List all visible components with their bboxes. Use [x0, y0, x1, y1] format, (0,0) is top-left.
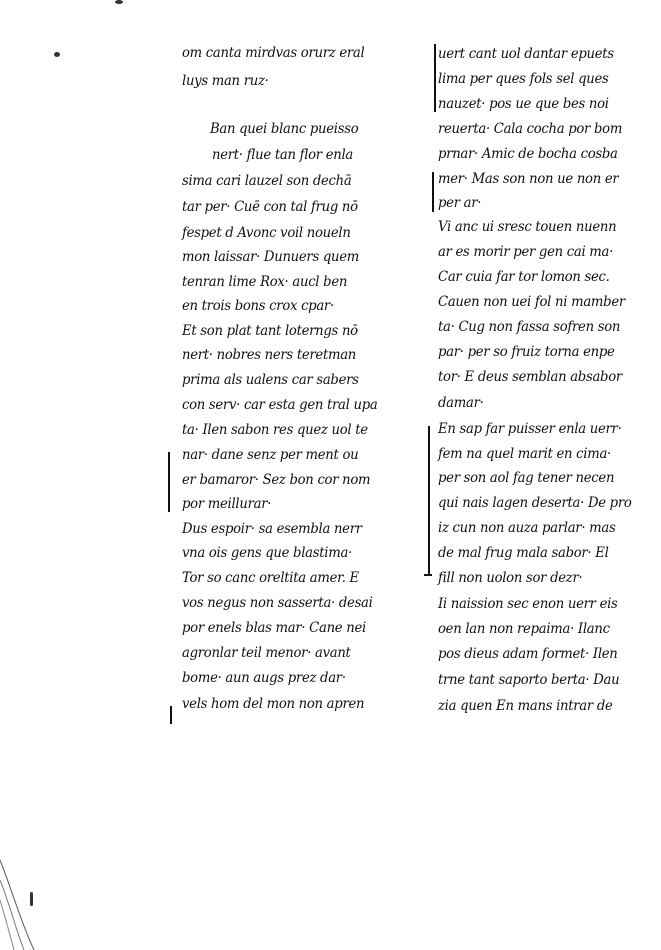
right-line: pos dieus adam formet· Ilen: [438, 646, 618, 662]
left-line: prima als ualens car sabers: [182, 372, 359, 388]
right-line: reuerta· Cala cocha por bom: [438, 121, 623, 137]
right-line: Car cuia far tor lomon sec.: [438, 269, 610, 285]
right-line: Ii naission sec enon uerr eis: [438, 596, 618, 612]
left-line: ta· Ilen sabon res quez uol te: [182, 422, 368, 438]
right-line: Vi anc ui sresc touen nuenn: [438, 219, 617, 235]
right-line: mer· Mas son non ue non er: [438, 171, 619, 187]
left-line: mon laissar· Dunuers quem: [182, 249, 360, 265]
left-line: vna ois gens que blastima·: [182, 545, 352, 561]
left-line: bome· aun augs prez dar·: [182, 670, 346, 686]
left-line: tenran lime Rox· aucl ben: [182, 274, 348, 290]
left-line: nert· nobres ners teretman: [182, 347, 357, 363]
left-line: en trois bons crox cpar·: [182, 298, 334, 314]
margin-bracket-mark: [434, 44, 436, 112]
right-line: qui nais lagen deserta· De pro: [438, 495, 632, 511]
right-line: par· per so fruiz torna enpe: [438, 344, 615, 360]
margin-bracket-mark: [432, 172, 434, 212]
left-line: nert· flue tan flor enla: [212, 147, 354, 163]
right-line: uert cant uol dantar epuets: [438, 46, 614, 62]
right-line: per son aol fag tener necen: [438, 470, 615, 486]
page-corner-curl: [0, 840, 60, 950]
right-line: nauzet· pos ue que bes noi: [438, 96, 609, 112]
left-line: Ban quei blanc pueisso: [210, 121, 359, 137]
margin-bracket-mark: [424, 574, 432, 576]
ink-speck: [54, 52, 60, 57]
right-line: zia quen En mans intrar de: [438, 698, 613, 714]
left-line: por meillurar·: [182, 496, 272, 512]
right-line: ta· Cug non fassa sofren son: [438, 319, 621, 335]
right-line: Cauen non uei fol ni mamber: [438, 294, 625, 310]
left-line: nar· dane senz per ment ou: [182, 447, 359, 463]
margin-bracket-mark: [170, 706, 172, 724]
left-line: vels hom del mon non apren: [182, 696, 365, 712]
right-line: oen lan non repaima· Ilanc: [438, 621, 610, 637]
right-line: trne tant saporto berta· Dau: [438, 672, 620, 688]
left-line: Et son plat tant loterngs nō: [182, 323, 358, 339]
right-line: prnar· Amic de bocha cosba: [438, 146, 618, 162]
left-line: fespet d Avonc voil noueln: [182, 225, 351, 241]
margin-bracket-mark: [428, 426, 430, 576]
ink-speck: [115, 0, 123, 4]
left-line: sima cari lauzel son dechā: [182, 173, 352, 189]
right-line: lima per ques fols sel ques: [438, 71, 609, 87]
right-line: de mal frug mala sabor· El: [438, 545, 609, 561]
right-line: En sap far puisser enla uerr·: [438, 421, 622, 437]
left-line: tar per· Cuē con tal frug nō: [182, 199, 358, 215]
left-line: por enels blas mar· Cane nei: [182, 620, 366, 636]
left-line: vos negus non sasserta· desai: [182, 595, 373, 611]
left-line: er bamaror· Sez bon cor nom: [182, 472, 371, 488]
right-line: fill non uolon sor dezr·: [438, 570, 583, 586]
right-line: damar·: [438, 395, 484, 411]
left-line: om canta mirdvas orurz eral: [182, 45, 365, 61]
left-line: agronlar teil menor· avant: [182, 645, 351, 661]
right-line: iz cun non auza parlar· mas: [438, 520, 616, 536]
left-line: Tor so canc oreltita amer. E: [182, 570, 359, 586]
left-line: con serv· car esta gen tral upa: [182, 397, 378, 413]
left-line: Dus espoir· sa esembla nerr: [182, 521, 362, 537]
margin-bracket-mark: [168, 452, 170, 512]
right-line: fem na quel marit en cima·: [438, 446, 611, 462]
right-line: ar es morir per gen cai ma·: [438, 244, 614, 260]
right-line: per ar·: [438, 195, 482, 211]
left-line: luys man ruz·: [182, 73, 269, 89]
right-line: tor· E deus semblan absabor: [438, 369, 622, 385]
